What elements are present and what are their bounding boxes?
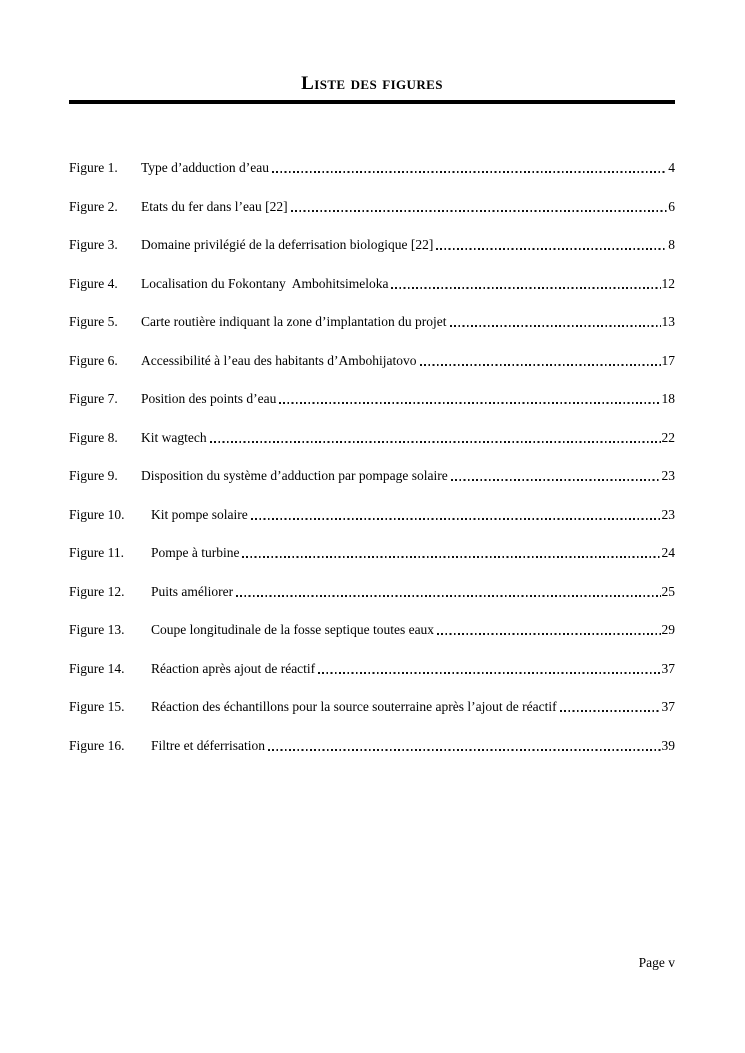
figure-label: Figure 9. <box>69 468 118 483</box>
figure-page-number[interactable]: 12 <box>661 275 675 291</box>
figure-page-number[interactable]: 23 <box>661 506 675 522</box>
figure-entry <box>69 623 675 637</box>
figure-page-number[interactable]: 37 <box>661 699 675 714</box>
dot-leader <box>450 325 661 327</box>
figure-page-number[interactable]: 25 <box>661 583 675 599</box>
dot-leader <box>242 556 660 558</box>
figure-entry <box>69 354 675 368</box>
figure-label: Figure 4. <box>69 275 118 291</box>
page-number-label: Page v <box>638 955 675 970</box>
page-content <box>69 0 675 1053</box>
figure-caption-link[interactable]: Position des points d’eau <box>141 391 277 406</box>
figure-label: Figure 11. <box>69 545 124 560</box>
dot-leader <box>451 479 661 481</box>
figure-entry <box>69 238 675 252</box>
figure-caption-link[interactable]: Filtre et déferrisation <box>151 737 265 753</box>
dot-leader <box>391 287 660 289</box>
figure-page-number[interactable]: 18 <box>661 391 675 406</box>
dot-leader <box>210 441 661 443</box>
figure-page-number[interactable]: 29 <box>661 622 675 637</box>
figure-label: Figure 2. <box>69 198 118 214</box>
figure-caption-link[interactable]: Réaction des échantillons pour la source souterraine après l’ajout de réactif <box>151 699 557 714</box>
figure-entry <box>69 431 675 445</box>
figure-label: Figure 1. <box>69 160 118 175</box>
figure-page-number[interactable]: 13 <box>661 314 675 329</box>
figure-label: Figure 12. <box>69 583 125 599</box>
figure-page-number[interactable]: 22 <box>661 429 675 445</box>
figure-entry <box>69 469 675 483</box>
figure-label: Figure 14. <box>69 660 125 676</box>
dot-leader <box>272 171 667 173</box>
figure-caption-link[interactable]: Kit pompe solaire <box>151 506 248 522</box>
dot-leader <box>560 710 661 712</box>
figure-page-number[interactable]: 4 <box>668 160 675 175</box>
figure-entry <box>69 392 675 406</box>
figure-entry <box>69 161 675 175</box>
dot-leader <box>251 518 661 520</box>
dot-leader <box>236 595 660 597</box>
dot-leader <box>437 633 660 635</box>
figure-caption-link[interactable]: Kit wagtech <box>141 429 207 445</box>
figure-entry <box>69 739 675 753</box>
figure-entry <box>69 315 675 329</box>
figure-label: Figure 10. <box>69 506 125 522</box>
figure-caption-link[interactable]: Réaction après ajout de réactif <box>151 660 316 676</box>
figure-entry <box>69 700 675 714</box>
figure-caption-link[interactable]: Puits améliorer <box>151 583 234 599</box>
page-title: Liste des figures <box>301 73 443 94</box>
figure-caption-link[interactable]: Domaine privilégié de la deferrisation biologique [22] <box>141 237 434 252</box>
figure-label: Figure 7. <box>69 391 118 406</box>
figure-entry <box>69 662 675 676</box>
figure-caption-link[interactable]: Carte routière indiquant la zone d’implantation du projet <box>141 314 447 329</box>
figure-caption-link[interactable]: Disposition du système d’adduction par pompage solaire <box>141 468 448 483</box>
dot-leader <box>318 672 660 674</box>
figure-caption-link[interactable]: Localisation du Fokontany Ambohitsimeloka <box>141 275 389 291</box>
figures-list <box>69 161 675 753</box>
dot-leader <box>436 248 667 250</box>
figure-page-number[interactable]: 39 <box>661 737 675 753</box>
page-header <box>69 0 675 104</box>
dot-leader <box>291 210 668 212</box>
figure-label: Figure 8. <box>69 429 118 445</box>
figure-label: Figure 3. <box>69 237 118 252</box>
figure-label: Figure 15. <box>69 699 125 714</box>
figure-entry <box>69 508 675 522</box>
figure-page-number[interactable]: 8 <box>668 237 675 252</box>
figure-label: Figure 5. <box>69 314 118 329</box>
dot-leader <box>279 402 660 404</box>
figure-page-number[interactable]: 23 <box>661 468 675 483</box>
figure-entry <box>69 546 675 560</box>
figure-label: Figure 6. <box>69 352 118 368</box>
figure-entry <box>69 585 675 599</box>
figure-caption-link[interactable]: Accessibilité à l’eau des habitants d’Ambohijatovo <box>141 352 417 368</box>
figure-entry <box>69 277 675 291</box>
figure-label: Figure 13. <box>69 622 125 637</box>
figure-entry <box>69 200 675 214</box>
page-footer <box>639 955 675 970</box>
figure-caption-link[interactable]: Coupe longitudinale de la fosse septique toutes eaux <box>151 622 435 637</box>
figure-page-number[interactable]: 24 <box>661 545 675 560</box>
title-rule <box>69 100 675 104</box>
figure-page-number[interactable]: 37 <box>661 660 675 676</box>
figure-caption-link[interactable]: Pompe à turbine <box>151 545 240 560</box>
figure-caption-link[interactable]: Type d’adduction d’eau <box>141 160 270 175</box>
figure-page-number[interactable]: 6 <box>668 198 675 214</box>
dot-leader <box>268 749 661 751</box>
figure-caption-link[interactable]: Etats du fer dans l’eau [22] <box>141 198 288 214</box>
dot-leader <box>420 364 661 366</box>
figure-page-number[interactable]: 17 <box>661 352 675 368</box>
figure-label: Figure 16. <box>69 737 125 753</box>
